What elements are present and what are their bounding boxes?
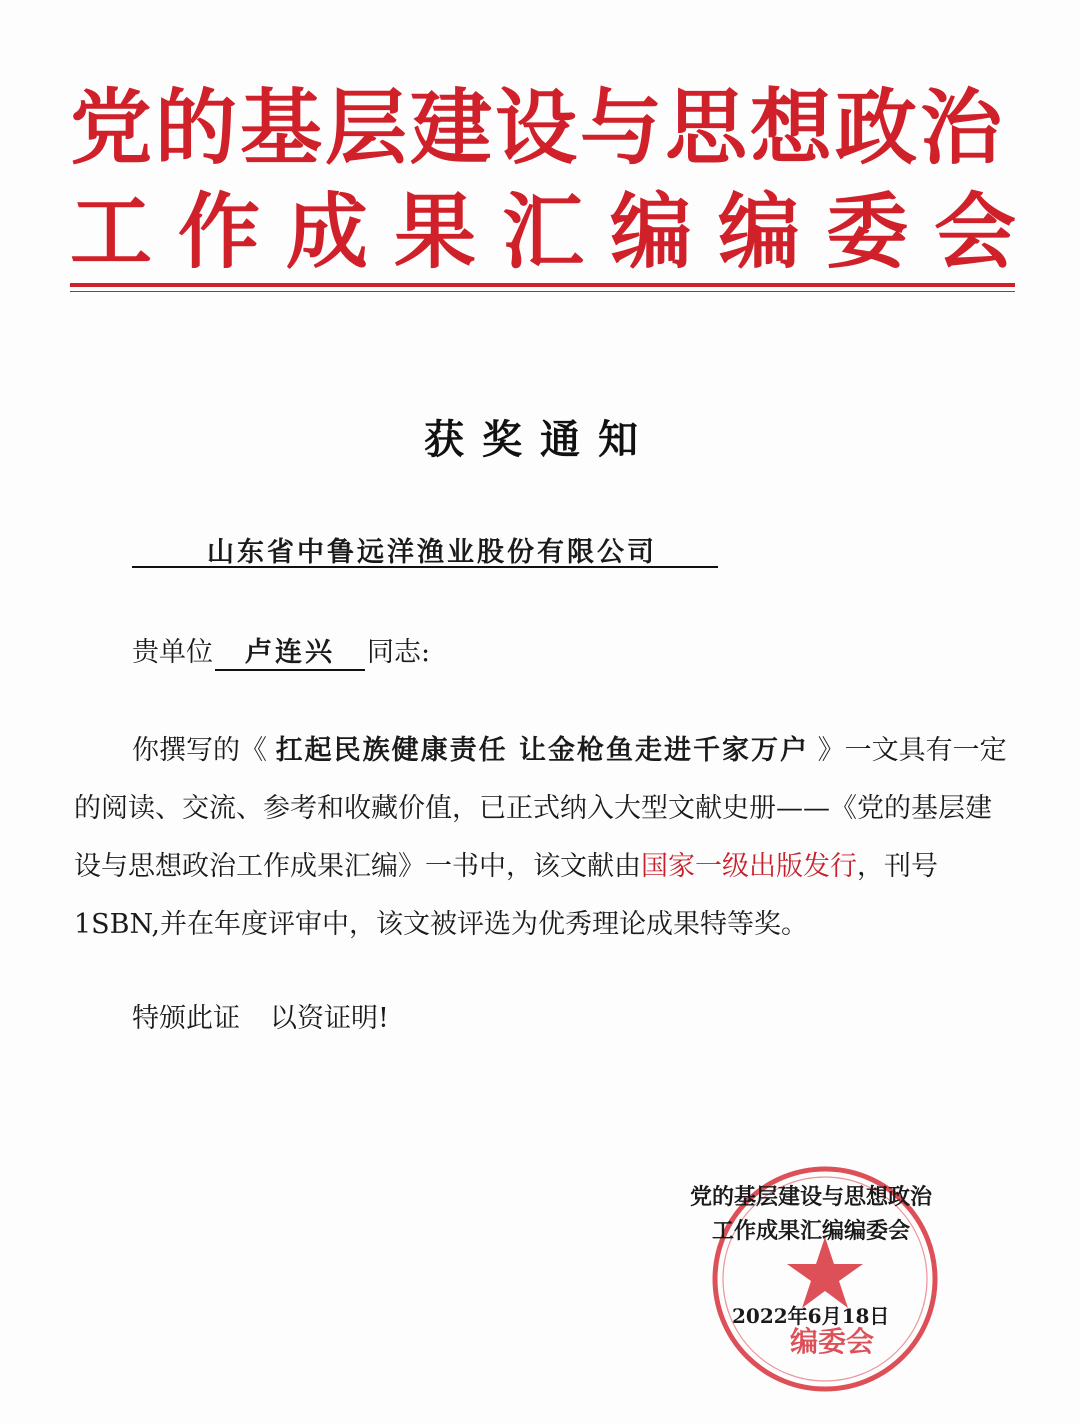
body-text-3: ，刊号1SBN,并在年度评审中，该文被评选为优秀理论成果特等奖。 <box>74 851 938 940</box>
salutation <box>132 630 430 671</box>
signature-org <box>690 1180 932 1248</box>
recipient-name: 卢连兴 <box>215 630 365 671</box>
closing <box>132 996 389 1035</box>
signature-org-line-2: 工作成果汇编编委会 <box>712 1218 911 1244</box>
signature-org-line-1: 党的基层建设与思想政治 <box>690 1184 933 1210</box>
salutation-prefix: 贵单位 <box>132 637 213 668</box>
closing-part-1: 特颁此证 <box>132 1003 240 1034</box>
letterhead-line-2: 工作成果汇编编委会 <box>70 185 1043 280</box>
document-title: 获奖通知 <box>424 417 656 463</box>
letterhead-rule-thin <box>70 291 1015 292</box>
publication-highlight: 国家一级出版发行 <box>641 851 857 882</box>
seal-bottom-text: 编委会 <box>790 1325 875 1358</box>
body-paragraph <box>74 722 1014 954</box>
closing-part-2: 以资证明! <box>270 1003 389 1034</box>
letterhead-rule-thick <box>70 283 1015 287</box>
recipient-org: 山东省中鲁远洋渔业股份有限公司 <box>207 537 657 568</box>
signature-date: 2022年6月18日 <box>732 1304 890 1328</box>
letterhead-line-1: 党的基层建设与思想政治 <box>70 81 1006 176</box>
article-title: 扛起民族健康责任 让金枪鱼走进千家万户 <box>275 735 809 766</box>
body-text-1: 你撰写的《 <box>132 735 267 766</box>
body-text-2: 》一文具有一定的阅读、交流、参考和收藏价值，已正式纳入大型文献史册——《党的基层建设与思想政治工作成果汇编》一书中，该文献由 <box>74 735 1007 882</box>
recipient-org-line <box>132 528 718 568</box>
salutation-suffix: 同志: <box>367 637 431 668</box>
